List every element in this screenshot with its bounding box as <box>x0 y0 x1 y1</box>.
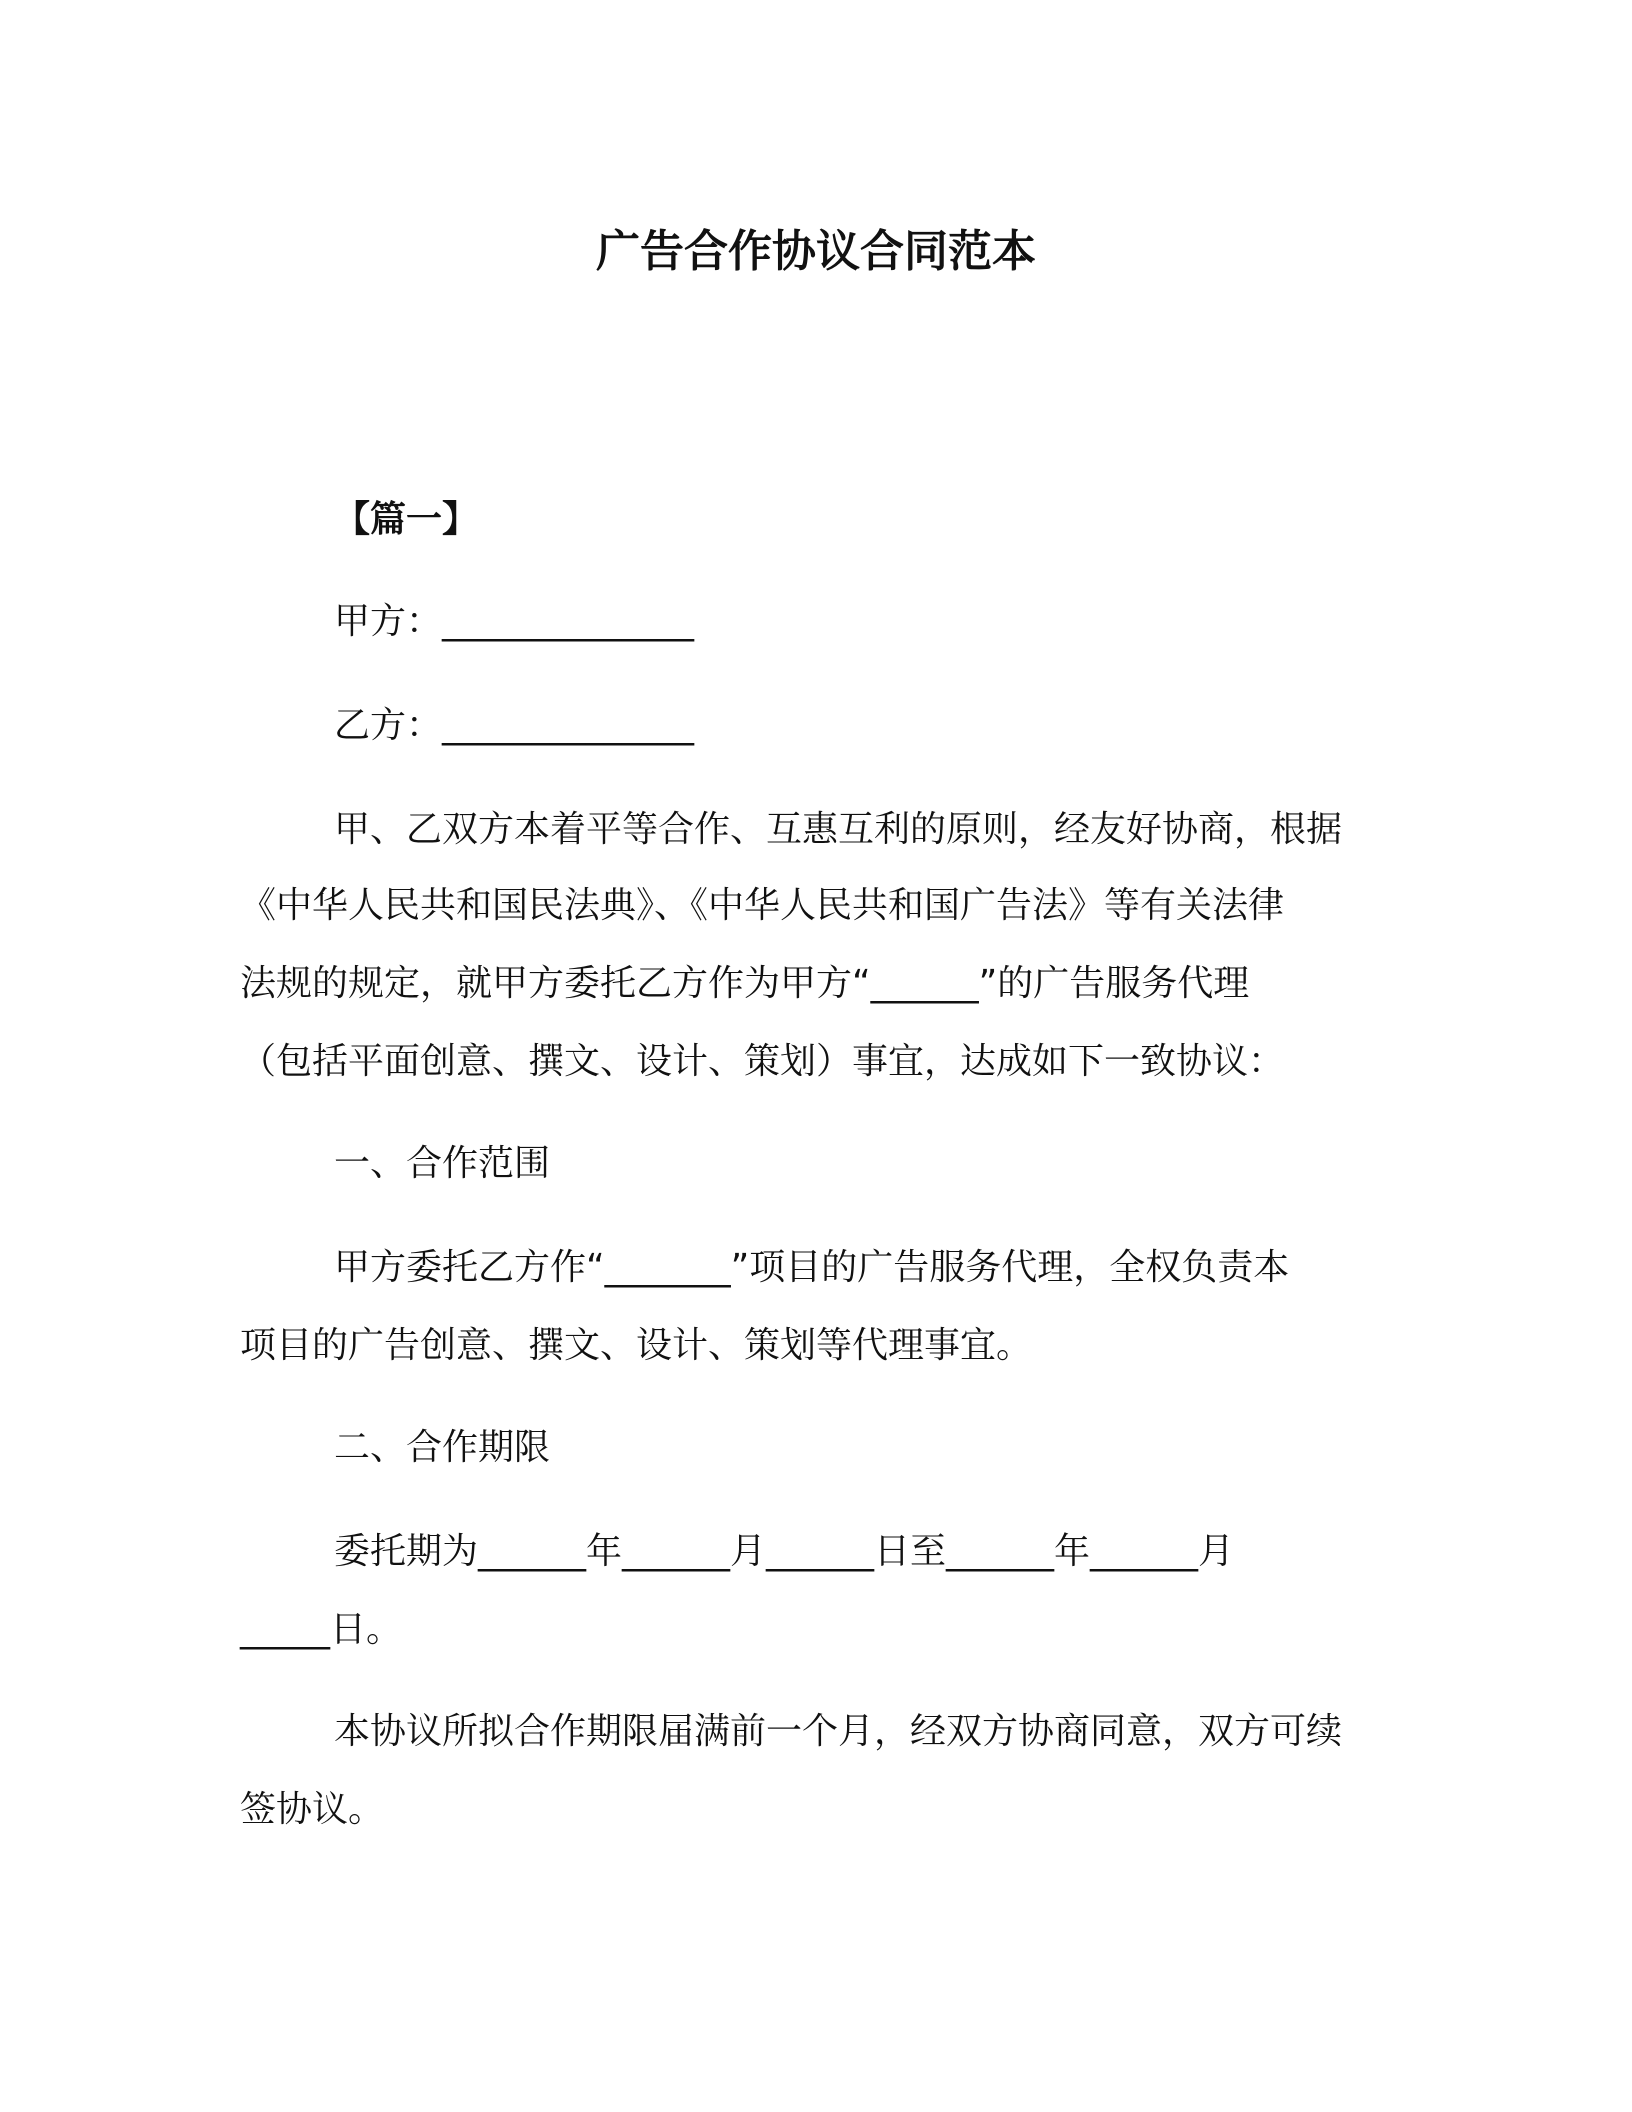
intro-line-2: 《中华人民共和国民法典》、《中华人民共和国广告法》等有关法律 <box>240 885 1285 926</box>
scope-line-1: 甲方委托乙方作“_______”项目的广告服务代理，全权负责本 <box>334 1247 1290 1288</box>
heading-cooperation-scope: 一、合作范围 <box>334 1143 551 1184</box>
renewal-line-2: 签协议。 <box>240 1789 385 1830</box>
party-a-field: 甲方：______________ <box>334 601 695 642</box>
intro-line-1: 甲、乙双方本着平等合作、互惠互利的原则，经友好协商，根据 <box>334 809 1343 850</box>
document-title: 广告合作协议合同范本 <box>596 226 1036 277</box>
heading-cooperation-term: 二、合作期限 <box>334 1427 551 1468</box>
term-line-2: _____日。 <box>240 1609 403 1650</box>
intro-line-3: 法规的规定，就甲方委托乙方作为甲方“______”的广告服务代理 <box>240 963 1250 1004</box>
scope-line-2: 项目的广告创意、撰文、设计、策划等代理事宜。 <box>240 1325 1033 1366</box>
intro-line-4: （包括平面创意、撰文、设计、策划）事宜，达成如下一致协议： <box>240 1041 1285 1082</box>
renewal-line-1: 本协议所拟合作期限届满前一个月，经双方协商同意，双方可续 <box>334 1711 1343 1752</box>
party-b-field: 乙方：______________ <box>334 705 695 746</box>
section-label: 【篇一】 <box>334 499 479 540</box>
term-line-1: 委托期为______年______月______日至______年______月 <box>334 1531 1235 1572</box>
